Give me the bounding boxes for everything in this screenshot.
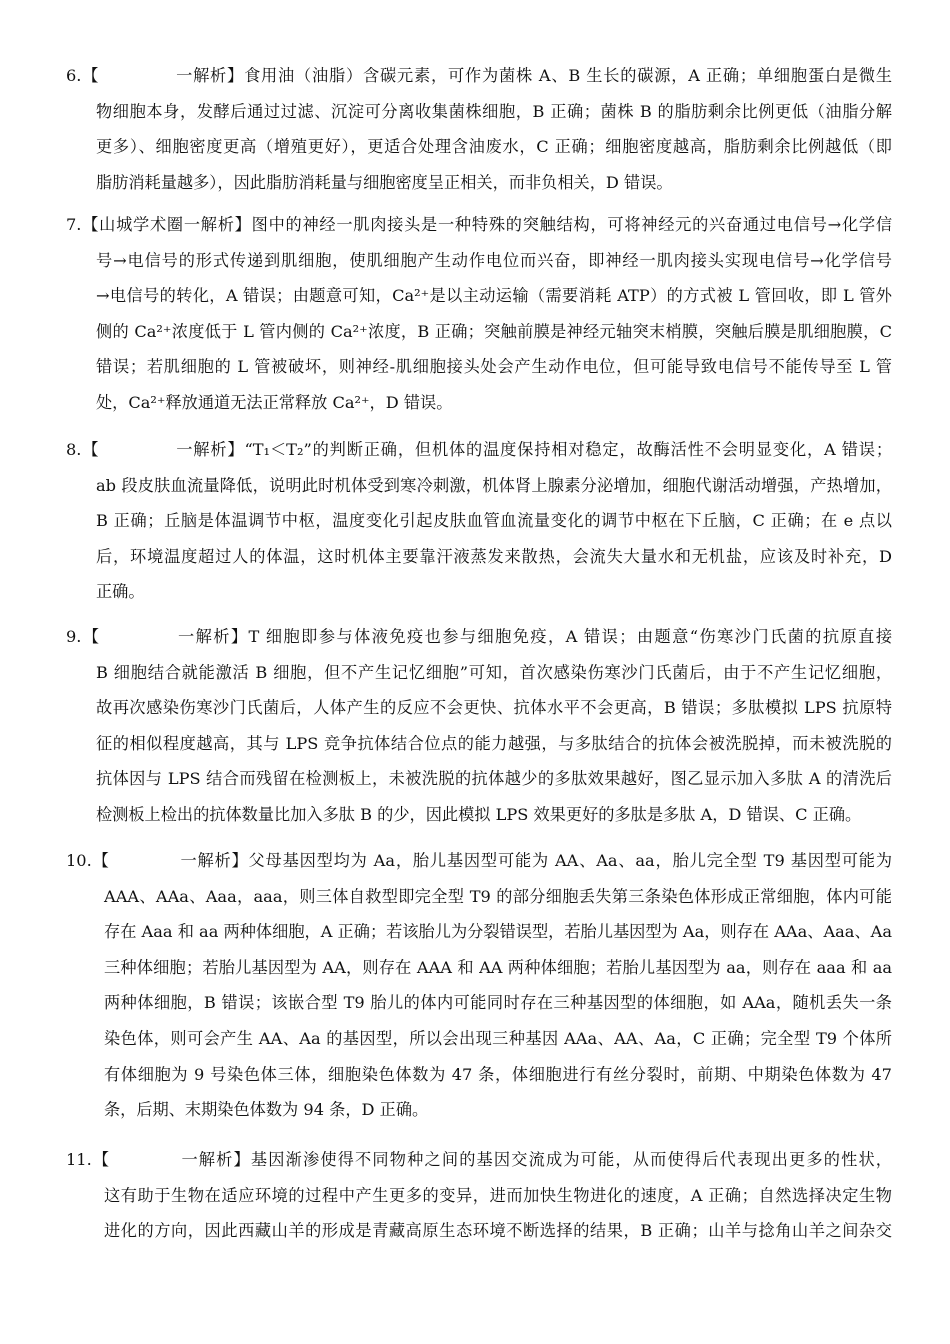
question-number: 8. xyxy=(66,440,82,459)
answer-item-7 xyxy=(66,207,892,421)
open-bracket: 【 xyxy=(81,66,100,85)
answer-line: 脂肪消耗量越多），因此脂肪消耗量与细胞密度呈正相关，而非负相关，D 错误。 xyxy=(96,172,673,192)
open-bracket: 【 xyxy=(81,440,100,459)
analysis-label: 一解析】 xyxy=(175,440,245,459)
answer-line: 错误；若肌细胞的 L 管被破坏，则神经-肌细胞接头处会产生动作电位，但可能导致电信号不能传导至 L 管 xyxy=(96,357,892,377)
open-bracket: 【 xyxy=(91,1150,111,1169)
answer-text: T 细胞即参与体液免疫也参与细胞免疫，A 错误；由题意“伤寒沙门氏菌的抗原直接 xyxy=(248,627,892,646)
answer-line: →电信号的转化，A 错误；由题意可知，Ca²⁺是以主动运输（需要消耗 ATP）的方式被 L 管回收，即 L 管外 xyxy=(96,286,892,306)
answer-line: AAA、AAa、Aaa，aaa，则三体自救型即完全型 T9 的部分细胞丢失第三条染色体形成正常细胞，体内可能 xyxy=(104,886,892,906)
answer-item-10 xyxy=(66,843,892,1128)
open-bracket: 【 xyxy=(81,627,101,646)
answer-line xyxy=(66,619,892,655)
analysis-label: 山城学术圈一解析】 xyxy=(99,215,252,234)
answer-line: B 正确；丘脑是体温调节中枢，温度变化引起皮肤血管血流量变化的调节中枢在下丘脑，C 正确；在 e 点以 xyxy=(96,511,892,531)
question-number: 6. xyxy=(66,66,82,85)
answer-line: 检测板上检出的抗体数量比加入多肽 B 的少，因此模拟 LPS 效果更好的多肽是多肽 A，D 错误、C 正确。 xyxy=(96,804,862,824)
answer-line: 故再次感染伤寒沙门氏菌后，人体产生的反应不会更快、抗体水平不会更高，B 错误；多肽模拟 LPS 抗原特 xyxy=(96,698,892,718)
analysis-label: 一解析】 xyxy=(179,851,249,870)
open-bracket: 【 xyxy=(81,215,100,234)
analysis-label: 一解析】 xyxy=(176,627,249,646)
answer-line xyxy=(66,843,892,879)
answer-line: 侧的 Ca²⁺浓度低于 L 管内侧的 Ca²⁺浓度，B 正确；突触前膜是神经元轴突末梢膜，突触后膜是肌细胞膜，C xyxy=(96,321,892,341)
question-number: 7. xyxy=(66,215,82,234)
answer-line: 物细胞本身，发酵后通过过滤、沉淀可分离收集菌株细胞，B 正确；菌株 B 的脂肪剩余比例更低（油脂分解 xyxy=(96,101,892,121)
answer-line xyxy=(66,58,892,94)
question-number: 10. xyxy=(66,851,92,870)
answer-line: 这有助于生物在适应环境的过程中产生更多的变异，进而加快生物进化的速度，A 正确；自然选择决定生物 xyxy=(104,1185,892,1205)
answer-item-11 xyxy=(66,1142,892,1249)
open-bracket: 【 xyxy=(91,851,110,870)
answer-line: 三种体细胞；若胎儿基因型为 AA，则存在 AAA 和 AA 两种体细胞；若胎儿基因型为 aa，则存在 aaa 和 aa xyxy=(104,957,892,977)
answer-line: 征的相似程度越高，其与 LPS 竞争抗体结合位点的能力越强，与多肽结合的抗体会被洗脱掉，而未被洗脱的 xyxy=(96,733,892,753)
answer-line: 染色体，则可会产生 AA、Aa 的基因型，所以会出现三种基因 AAa、AA、Aa，C 正确；完全型 T9 个体所 xyxy=(104,1028,892,1048)
answer-line: ab 段皮肤血流量降低，说明此时机体受到寒冷刺激，机体肾上腺素分泌增加，细胞代谢活动增强，产热增加， xyxy=(96,475,892,495)
question-number: 9. xyxy=(66,627,82,646)
answer-line: 条，后期、末期染色体数为 94 条，D 正确。 xyxy=(104,1100,429,1120)
answer-line: 进化的方向，因此西藏山羊的形成是青藏高原生态环境不断选择的结果，B 正确；山羊与捻角山羊之间杂交 xyxy=(104,1221,892,1241)
answer-line xyxy=(66,432,892,468)
answer-line: 处，Ca²⁺释放通道无法正常释放 Ca²⁺，D 错误。 xyxy=(96,392,453,412)
answer-line: 更多）、细胞密度更高（增殖更好），更适合处理含油废水，C 正确；细胞密度越高，脂肪剩余比例越低（即 xyxy=(96,137,892,157)
answer-line: 两种体细胞，B 错误；该嵌合型 T9 胎儿的体内可能同时存在三种基因型的体细胞，如 AAa，随机丢失一条 xyxy=(104,993,892,1013)
answer-text: 图中的神经一肌肉接头是一种特殊的突触结构，可将神经元的兴奋通过电信号→化学信 xyxy=(251,215,892,234)
answer-line: 正确。 xyxy=(96,582,145,602)
answer-text: 基因渐渗使得不同物种之间的基因交流成为可能，从而使得后代表现出更多的性状， xyxy=(250,1150,892,1169)
answer-text: 父母基因型均为 Aa，胎儿基因型可能为 AA、Aa、aa，胎儿完全型 T9 基因型可能为 xyxy=(248,851,892,870)
answer-item-8 xyxy=(66,432,892,610)
answer-line: 存在 Aaa 和 aa 两种体细胞，A 正确；若该胎儿为分裂错误型，若胎儿基因型为 Aa，则存在 AAa、Aaa、Aa xyxy=(104,922,892,942)
answer-item-6 xyxy=(66,58,892,200)
answer-line xyxy=(66,1142,892,1178)
answer-line: 抗体因与 LPS 结合而残留在检测板上，未被洗脱的抗体越少的多肽效果越好，图乙显示加入多肽 A 的清洗后 xyxy=(96,769,892,789)
answer-text: 食用油（油脂）含碳元素，可作为菌株 A、B 生长的碳源，A 正确；单细胞蛋白是微生 xyxy=(244,66,892,85)
answer-text: “T₁＜T₂”的判断正确，但机体的温度保持相对稳定，故酶活性不会明显变化，A 错误； xyxy=(244,440,892,459)
answer-item-9 xyxy=(66,619,892,833)
answer-line: B 细胞结合就能激活 B 细胞，但不产生记忆细胞”可知，首次感染伤寒沙门氏菌后，由于不产生记忆细胞， xyxy=(96,662,892,682)
answer-line: 有体细胞为 9 号染色体三体，细胞染色体数为 47 条，体细胞进行有丝分裂时，前期、中期染色体数为 47 xyxy=(104,1064,892,1084)
answer-line: 后，环境温度超过人的体温，这时机体主要靠汗液蒸发来散热，会流失大量水和无机盐，应该及时补充，D xyxy=(96,546,892,566)
question-number: 11. xyxy=(66,1150,92,1169)
answer-line: 号→电信号的形式传递到肌细胞，使肌细胞产生动作电位而兴奋，即神经一肌肉接头实现电信号→化学信号 xyxy=(96,250,892,270)
answer-line xyxy=(66,207,892,243)
analysis-label: 一解析】 xyxy=(180,1150,251,1169)
analysis-label: 一解析】 xyxy=(175,66,245,85)
